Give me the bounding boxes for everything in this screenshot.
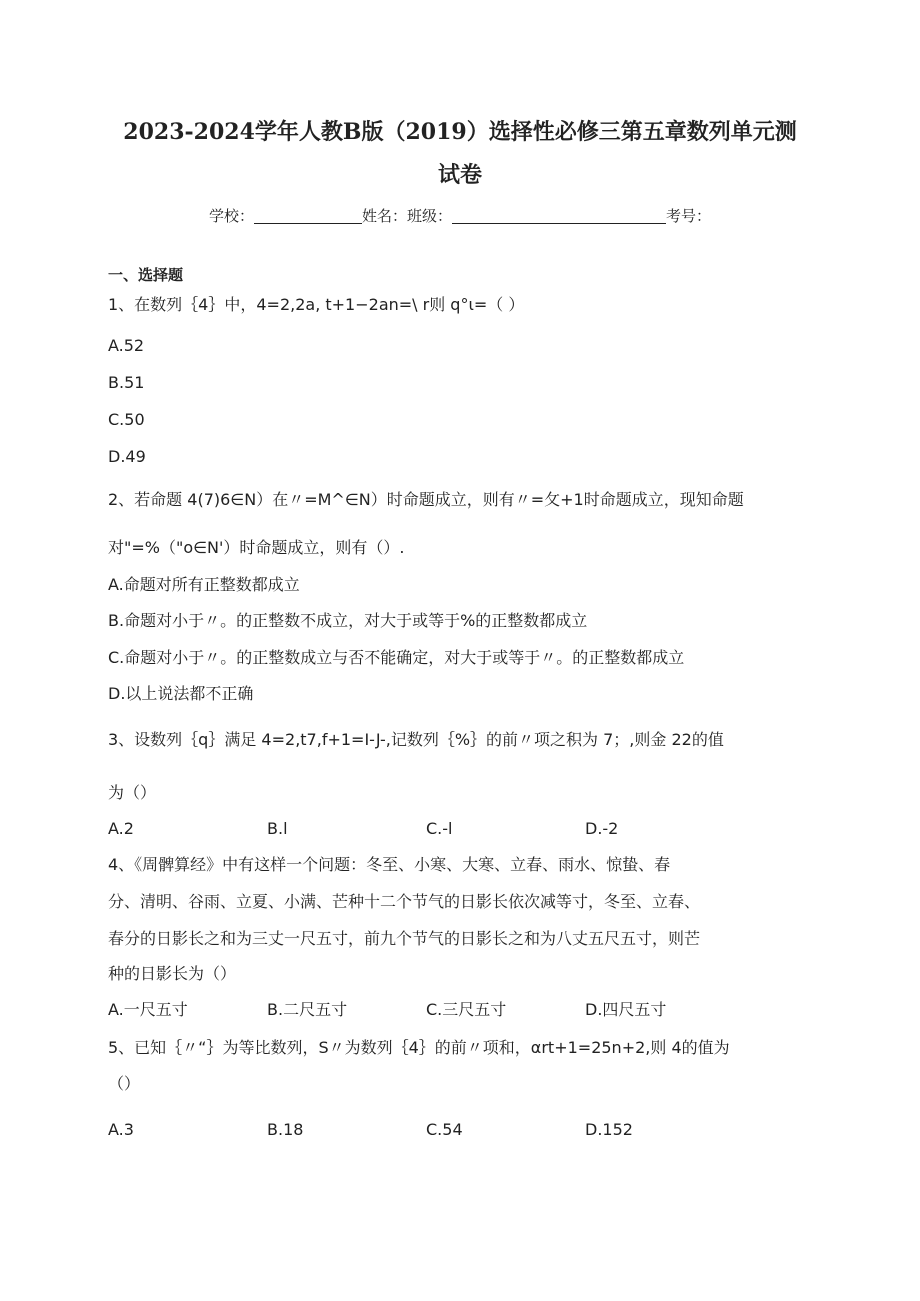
question-2-option-a: A.命题对所有正整数都成立 <box>108 575 300 594</box>
document-title-continued: 试卷 <box>437 162 482 188</box>
question-2-stem-continued: 对"=%（"o∈N'）时命题成立，则有（）. <box>108 538 405 557</box>
question-2-option-c: C.命题对小于〃。的正整数成立与否不能确定，对大于或等于〃。的正整数都成立 <box>108 648 685 667</box>
question-5-option-b: B.18 <box>267 1120 304 1139</box>
question-1-option-c: C.50 <box>108 410 145 429</box>
class-label: 班级： <box>407 207 453 225</box>
section-title: 一、选择题 <box>108 266 184 284</box>
question-4-stem-line-2: 分、清明、谷雨、立夏、小满、芒种十二个节气的日影长依次减等寸，冬至、立春、 <box>108 892 701 911</box>
question-1-option-b: B.51 <box>108 373 145 392</box>
document-title: 2023-2024学年人教B版（2019）选择性必修三第五章数列单元测 <box>123 119 797 145</box>
question-4-option-c: C.三尺五寸 <box>426 1000 507 1019</box>
name-label: 姓名： <box>361 207 407 225</box>
question-3-option-d: D.-2 <box>585 819 619 838</box>
question-4-stem-line-4: 种的日影长为（） <box>108 964 237 983</box>
question-5-option-c: C.54 <box>426 1120 463 1139</box>
question-2-option-d: D.以上说法都不正确 <box>108 684 254 703</box>
question-3-option-c: C.-l <box>426 819 453 838</box>
question-4-option-a: A.一尺五寸 <box>108 1000 188 1019</box>
question-4-stem: 4、《周髀算经》中有这样一个问题：冬至、小寒、大寒、立春、雨水、惊蛰、春 <box>108 855 671 874</box>
question-2-stem: 2、若命题 4(7)6∈N）在〃=M^∈N）时命题成立，则有〃=攵+1时命题成立，现知命题 <box>108 490 744 509</box>
question-2-option-b: B.命题对小于〃。的正整数不成立，对大于或等于%的正整数都成立 <box>108 611 588 630</box>
question-1-option-d: D.49 <box>108 447 146 466</box>
school-blank <box>254 207 362 224</box>
exam-number-label: 考号： <box>666 207 712 225</box>
question-4-option-b: B.二尺五寸 <box>267 1000 348 1019</box>
class-blank <box>452 207 666 224</box>
question-5-stem-continued: （） <box>108 1074 141 1093</box>
question-3-option-b: B.l <box>267 819 288 838</box>
question-5-option-d: D.152 <box>585 1120 633 1139</box>
question-3-option-a: A.2 <box>108 819 134 838</box>
question-4-stem-line-3: 春分的日影长之和为三丈一尺五寸，前九个节气的日影长之和为八丈五尺五寸，则芒 <box>108 929 701 948</box>
student-info-row <box>0 206 920 226</box>
question-4-option-d: D.四尺五寸 <box>585 1000 667 1019</box>
question-3-stem: 3、设数列｛q｝满足 4=2,t7,f+1=I-J-,记数列｛%｝的前〃项之积为 7；,则金 22的值 <box>108 730 724 749</box>
question-5-option-a: A.3 <box>108 1120 134 1139</box>
question-5-stem: 5、已知｛〃“｝为等比数列，S〃为数列｛4｝的前〃项和，αrt+1=25n+2,则 4的值为 <box>108 1038 730 1057</box>
question-1-option-a: A.52 <box>108 336 145 355</box>
question-1-stem: 1、在数列｛4｝中，4=2,2a, t+1−2an=\ r则 q°ι=（ ） <box>108 295 525 314</box>
school-label: 学校： <box>208 207 254 225</box>
question-3-stem-continued: 为（） <box>108 783 157 802</box>
